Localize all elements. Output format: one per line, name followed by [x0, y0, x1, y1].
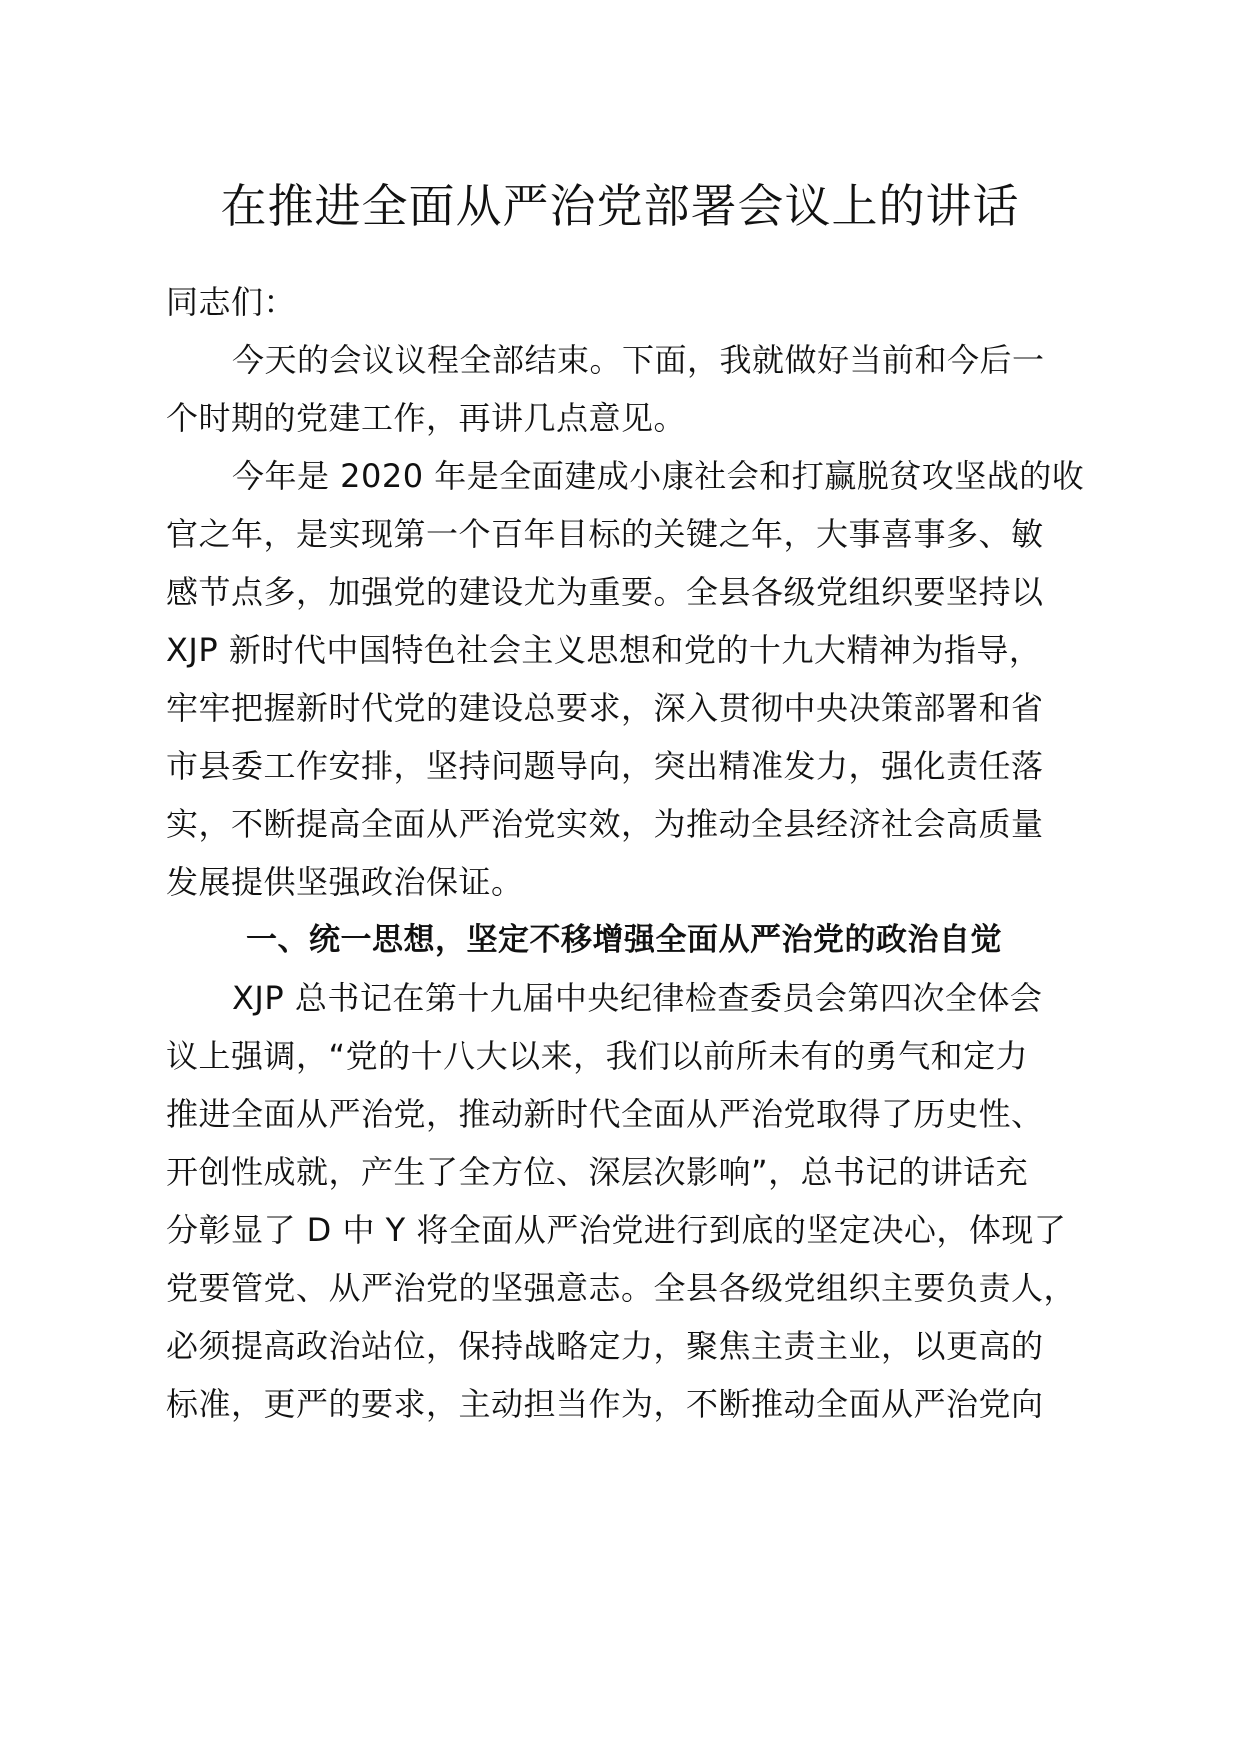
paragraph-2-line-1: 今年是 2020 年是全面建成小康社会和打赢脱贫攻坚战的收 — [232, 457, 1085, 495]
paragraph-2-line-3: 感节点多，加强党的建设尤为重要。全县各级党组织要坚持以 — [166, 573, 1044, 611]
paragraph-3-line-8: 标准，更严的要求，主动担当作为，不断推动全面从严治党向 — [166, 1385, 1044, 1423]
paragraph-3-line-2: 议上强调，“党的十八大以来，我们以前所未有的勇气和定力 — [166, 1037, 1029, 1075]
paragraph-3-line-5: 分彰显了 D 中 Y 将全面从严治党进行到底的坚定决心，体现了 — [166, 1211, 1067, 1249]
paragraph-2-line-5: 牢牢把握新时代党的建设总要求，深入贯彻中央决策部署和省 — [166, 689, 1044, 727]
paragraph-2-line-2: 官之年，是实现第一个百年目标的关键之年，大事喜事多、敏 — [166, 515, 1044, 553]
paragraph-2-line-4: XJP 新时代中国特色社会主义思想和党的十九大精神为指导， — [166, 631, 1042, 669]
paragraph-1-line-1: 今天的会议议程全部结束。下面，我就做好当前和今后一 — [232, 341, 1045, 379]
paragraph-3-line-3: 推进全面从严治党，推动新时代全面从严治党取得了历史性、 — [166, 1095, 1044, 1133]
paragraph-3-line-1: XJP 总书记在第十九届中央纪律检查委员会第四次全体会 — [232, 979, 1043, 1017]
paragraph-2-line-8: 发展提供坚强政治保证。 — [166, 863, 524, 901]
document-title: 在推进全面从严治党部署会议上的讲话 — [220, 179, 1020, 233]
paragraph-2-line-7: 实，不断提高全面从严治党实效，为推动全县经济社会高质量 — [166, 805, 1044, 843]
salutation: 同志们： — [166, 283, 297, 321]
paragraph-2-line-6: 市县委工作安排，坚持问题导向，突出精准发力，强化责任落 — [166, 747, 1044, 785]
paragraph-3-line-6: 党要管党、从严治党的坚强意志。全县各级党组织主要负责人， — [166, 1269, 1077, 1307]
paragraph-3-line-7: 必须提高政治站位，保持战略定力，聚焦主责主业，以更高的 — [166, 1327, 1044, 1365]
paragraph-1-line-2: 个时期的党建工作，再讲几点意见。 — [166, 399, 687, 437]
section-heading-1: 一、统一思想，坚定不移增强全面从严治党的政治自觉 — [246, 922, 1002, 958]
paragraph-3-line-4: 开创性成就，产生了全方位、深层次影响”，总书记的讲话充 — [166, 1153, 1029, 1191]
